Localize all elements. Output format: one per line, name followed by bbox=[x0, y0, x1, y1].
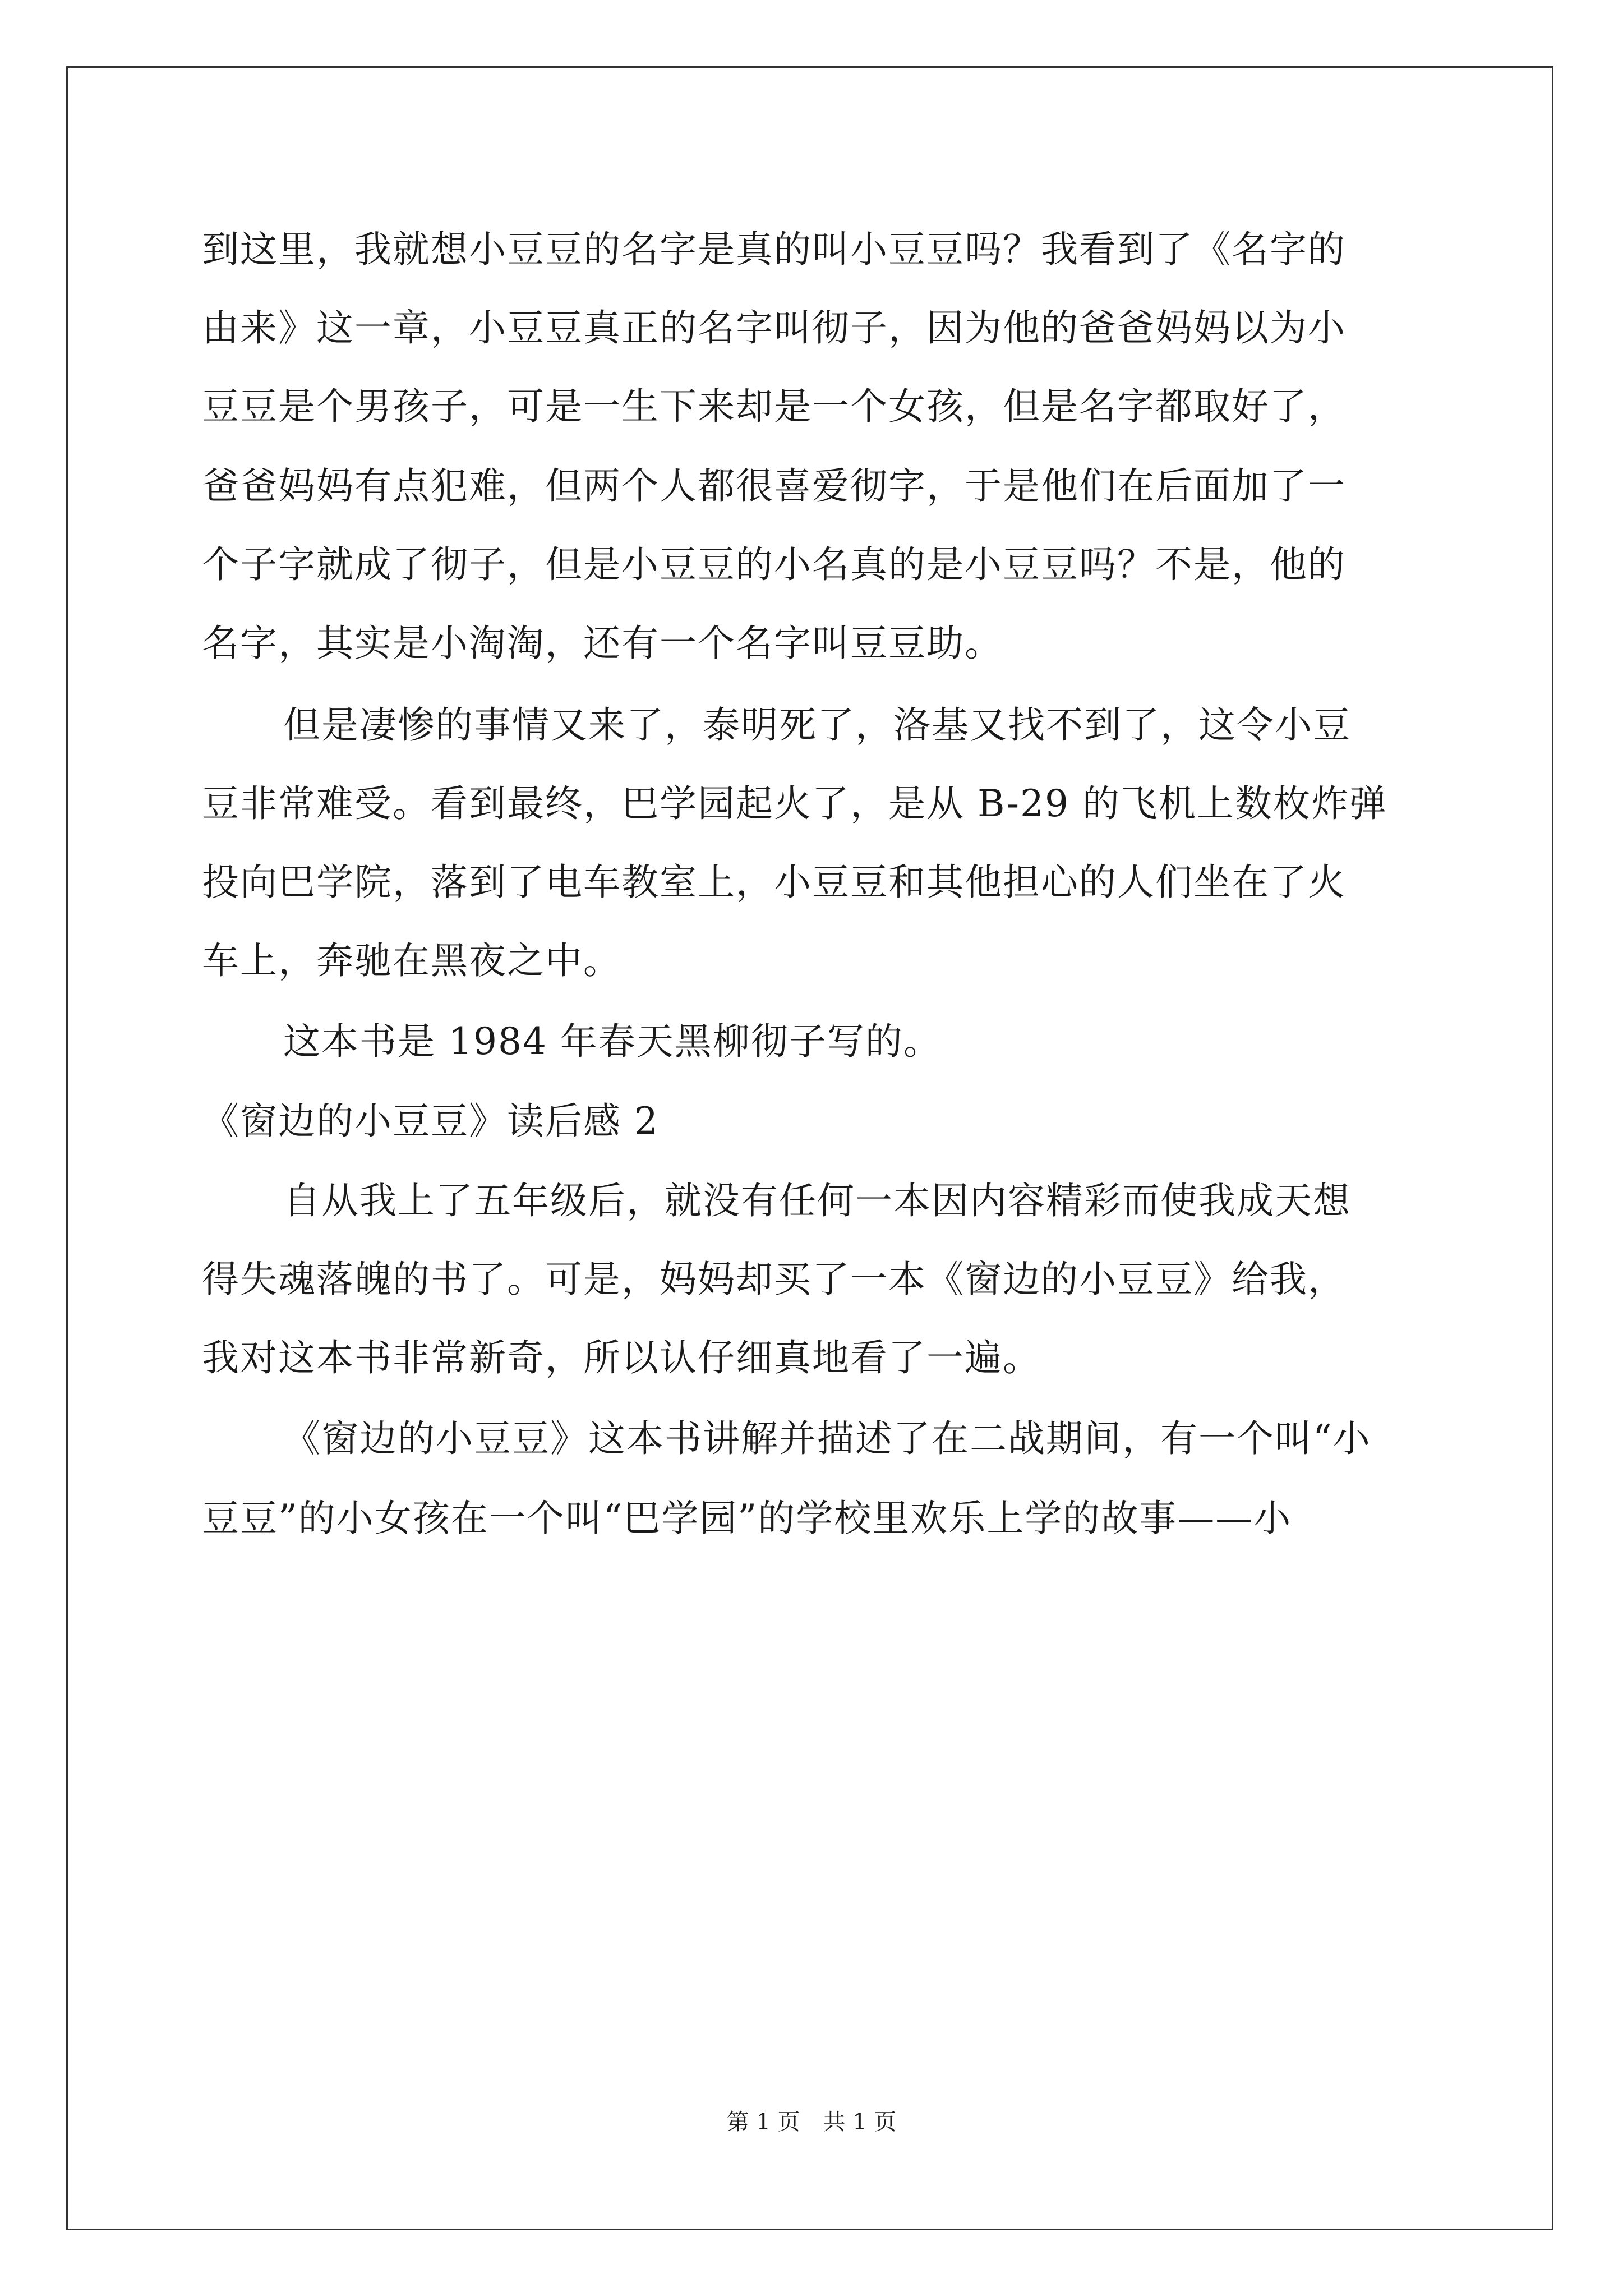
text-line: 由来》这一章，小豆豆真正的名字叫彻子，因为他的爸爸妈妈以为小 bbox=[202, 306, 1346, 349]
text-line: 车上，奔驰在黑夜之中。 bbox=[202, 939, 621, 982]
page-total: 共 1 页 bbox=[823, 2109, 897, 2135]
text-line: 个子字就成了彻子，但是小豆豆的小名真的是小豆豆吗？不是，他的 bbox=[202, 543, 1346, 586]
text-line: 自从我上了五年级后，就没有任何一本因内容精彩而使我成天想 bbox=[283, 1179, 1351, 1222]
text-line: 但是凄惨的事情又来了，泰明死了，洛基又找不到了，这令小豆 bbox=[283, 703, 1351, 747]
section-heading: 《窗边的小豆豆》读后感 2 bbox=[202, 1099, 659, 1143]
text-line: 《窗边的小豆豆》这本书讲解并描述了在二战期间，有一个叫“小 bbox=[283, 1417, 1371, 1460]
text-line: 投向巴学院，落到了电车教室上，小豆豆和其他担心的人们坐在了火 bbox=[202, 861, 1346, 904]
page-number: 第 1 页 bbox=[726, 2109, 800, 2135]
text-line: 我对这本书非常新奇，所以认仔细真地看了一遍。 bbox=[202, 1336, 1041, 1379]
text-line: 爸爸妈妈有点犯难，但两个人都很喜爱彻字，于是他们在后面加了一 bbox=[202, 464, 1346, 508]
text-line: 豆豆”的小女孩在一个叫“巴学园”的学校里欢乐上学的故事——小 bbox=[202, 1497, 1292, 1540]
text-line: 这本书是 1984 年春天黑柳彻子写的。 bbox=[283, 1020, 942, 1063]
text-line: 豆豆是个男孩子，可是一生下来却是一个女孩，但是名字都取好了， bbox=[202, 385, 1346, 428]
text-line: 名字，其实是小淘淘，还有一个名字叫豆豆助。 bbox=[202, 622, 1003, 665]
text-line: 得失魂落魄的书了。可是，妈妈却买了一本《窗边的小豆豆》给我， bbox=[202, 1258, 1346, 1301]
text-line: 豆非常难受。看到最终，巴学园起火了，是从 B-29 的飞机上数枚炸弹 bbox=[202, 782, 1387, 825]
text-line: 到这里，我就想小豆豆的名字是真的叫小豆豆吗？我看到了《名字的 bbox=[202, 228, 1346, 271]
page-footer bbox=[0, 2108, 1623, 2136]
